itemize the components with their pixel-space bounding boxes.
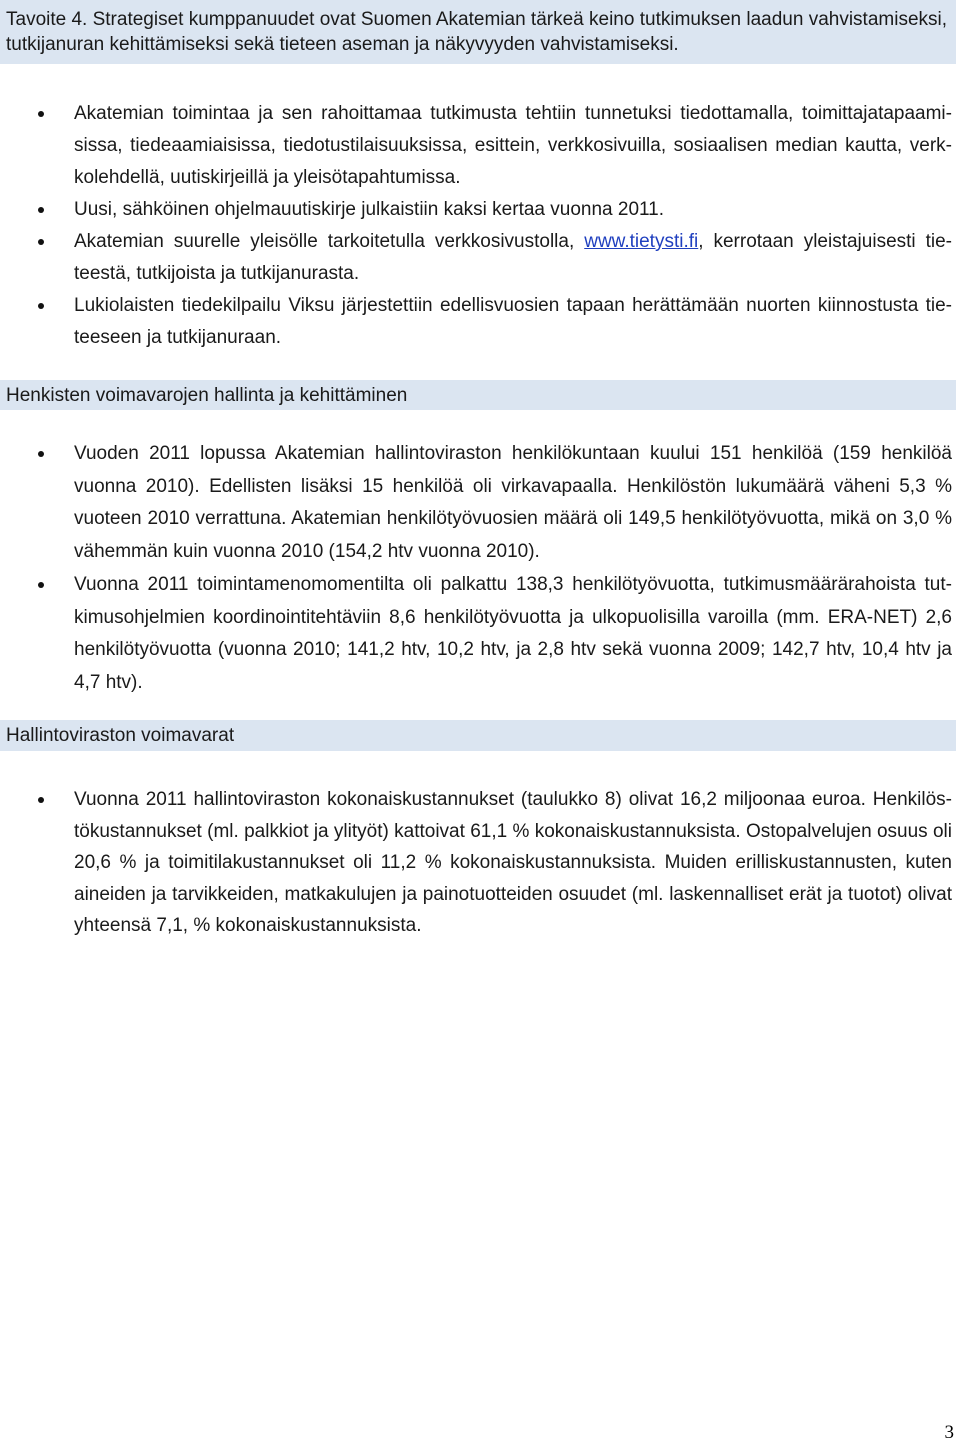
tietysti-link[interactable]: www.tietysti.fi [584, 231, 699, 252]
section-heading-hr-text: Henkisten voimavarojen hallinta ja kehittäminen [6, 385, 408, 406]
list-item [0, 569, 956, 699]
goal-banner-text: Tavoite 4. Strategiset kumppanuudet ovat Suomen Akatemian tärkeä keino tutkimuksen laadun vahvistamiseksi, tutkijanuran kehittämiseksi sekä tieteen aseman ja näkyvyyden vahvistamiseksi. [6, 9, 948, 55]
goal-banner [0, 0, 956, 64]
list-item-text: Vuonna 2011 hallintoviraston kokonaiskustannukset (taulukko 8) olivat 16,2 miljoonaa euroa. Henkilöstökustannukset (ml. palkkiot ja ylityöt) kattoivat 61,1 % kokonaiskustannuksista. Ostopalvelujen osuus oli 20,6 % ja toimitilakustannukset oli 11,2 % kokonaiskustannuksista. Muiden erilliskustannusten, kuten aineiden ja tarvikkeiden, matkakulujen ja painotuotteiden osuudet (ml. laskennalliset erät ja tuotot) olivat yhteensä 7,1, % kokonaiskustannuksista. [74, 789, 952, 936]
bullet-icon [38, 451, 44, 457]
list-item-text: Lukiolaisten tiedekilpailu Viksu järjestettiin edellisvuosien tapaan herättämään nuorten kiinnostusta tieteeseen ja tutkijanuraan. [74, 295, 952, 348]
bullet-icon [38, 207, 44, 213]
list-item-text: Vuonna 2011 toimintamenomomentilta oli palkattu 138,3 henkilötyövuotta, tutkimusmäärärahoista tutkimusohjelmien koordinointitehtäviin 8,6 henkilötyövuotta ja ulkopuolisilla varoilla (mm. ERA-NET) 2,6 henkilötyövuotta (vuonna 2010; 141,2 htv, 10,2 htv, ja 2,8 htv sekä vuonna 2009; 142,7 htv, 10,4 htv ja 4,7 htv). [74, 574, 952, 693]
communication-list [0, 98, 956, 354]
page-number: 3 [944, 1422, 954, 1443]
section-heading-resources [0, 720, 956, 751]
list-item [0, 438, 956, 568]
bullet-icon [38, 797, 44, 803]
bullet-icon [38, 239, 44, 245]
list-item [0, 290, 956, 354]
bullet-icon [38, 111, 44, 117]
list-item-text: Uusi, sähköinen ohjelmauutiskirje julkaistiin kaksi kertaa vuonna 2011. [74, 199, 665, 220]
list-item-text: Akatemian toimintaa ja sen rahoittamaa tutkimusta tehtiin tunnetuksi tiedottamalla, toimittajatapaamisissa, tiedeaamiaisissa, tiedotustilaisuuksissa, esittein, verkkosivuilla, sosiaalisen median kautta, verkkolehdellä, uutiskirjeillä ja yleisötapahtumissa. [74, 103, 952, 188]
list-item-text: Vuoden 2011 lopussa Akatemian hallintoviraston henkilökuntaan kuului 151 henkilöä (159 henkilöä vuonna 2010). Edellisten lisäksi 15 henkilöä oli virkavapaalla. Henkilöstön lukumäärä väheni 5,3 % vuoteen 2010 verrattuna. Akatemian henkilötyövuosien määrä oli 149,5 henkilötyövuotta, mikä on 3,0 % vähemmän kuin vuonna 2010 (154,2 htv vuonna 2010). [74, 443, 952, 562]
resources-list [0, 784, 956, 942]
section-heading-resources-text: Hallintoviraston voimavarat [6, 725, 235, 746]
list-item-text-after-link: , kerrotaan yleistajuisesti tieteestä, tutkijoista ja tutkijanurasta. [74, 231, 952, 284]
list-item-text-before-link: Akatemian suurelle yleisölle tarkoitetulla verkkosivustolla, [74, 231, 585, 252]
bullet-icon [38, 582, 44, 588]
list-item [0, 784, 956, 942]
list-item [0, 226, 956, 290]
bullet-icon [38, 303, 44, 309]
section-heading-hr [0, 380, 956, 410]
list-item [0, 194, 956, 226]
hr-list [0, 438, 956, 699]
list-item [0, 98, 956, 194]
